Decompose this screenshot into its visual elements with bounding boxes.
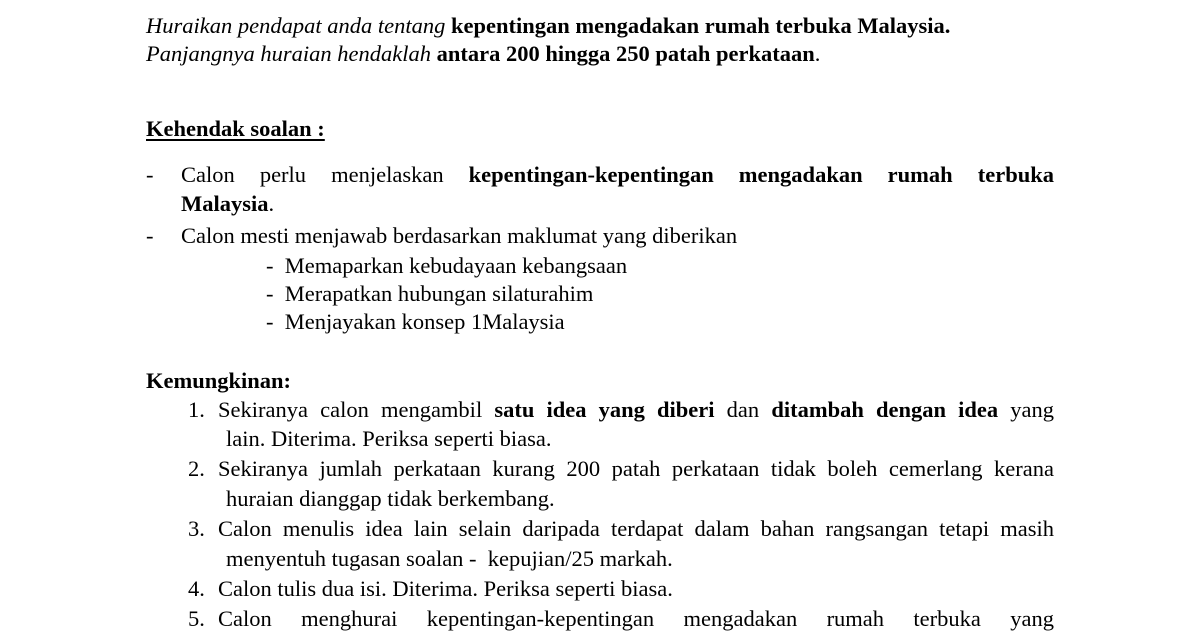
possibility-item-2: Sekiranya jumlah perkataan kurang 200 patah perkataan tidak boleh cemerlang kerana — [218, 456, 1054, 481]
bullet-marker: - — [146, 223, 154, 248]
sub-item: - Merapatkan hubungan silaturahim — [266, 281, 594, 306]
instruction-italic-1: Huraikan pendapat anda tentang — [146, 13, 446, 38]
requirement-item-1-cont: Malaysia. — [181, 191, 275, 216]
instruction-bold-2: antara 200 hingga 250 patah perkataan — [436, 41, 815, 66]
instruction-period: . — [814, 41, 821, 66]
instruction-line-2 — [146, 40, 820, 68]
requirement-item-1: Calon perlu menjelaskan kepentingan-kepentingan mengadakan rumah terbuka — [181, 162, 1055, 187]
possibility-item-3-cont: menyentuh tugasan soalan - kepujian/25 markah. — [226, 546, 673, 571]
possibility-item-1: Sekiranya calon mengambil satu idea yang diberi dan ditambah dengan idea yang — [218, 397, 1055, 422]
list-number: 2. — [188, 456, 205, 481]
list-number: 4. — [188, 576, 205, 601]
list-number: 5. — [188, 606, 205, 631]
instruction-line-1 — [146, 12, 950, 40]
list-number: 3. — [188, 516, 205, 541]
possibilities-heading: Kemungkinan: — [146, 368, 292, 393]
bullet-marker: - — [146, 162, 154, 187]
requirement-item-2: Calon mesti menjawab berdasarkan maklumat yang diberikan — [181, 223, 738, 248]
requirements-heading: Kehendak soalan : — [146, 116, 325, 141]
list-number: 1. — [188, 397, 205, 422]
instruction-italic-2: Panjangnya huraian hendaklah — [146, 41, 431, 66]
possibility-item-3: Calon menulis idea lain selain daripada terdapat dalam bahan rangsangan tetapi masih — [218, 516, 1054, 541]
possibility-item-2-cont: huraian dianggap tidak berkembang. — [226, 486, 555, 511]
sub-item: - Memaparkan kebudayaan kebangsaan — [266, 253, 628, 278]
instruction-bold-1: kepentingan mengadakan rumah terbuka Malaysia. — [450, 13, 951, 38]
possibility-item-1-cont: lain. Diterima. Periksa seperti biasa. — [226, 426, 552, 451]
possibility-item-5: Calon menghurai kepentingan-kepentingan mengadakan rumah terbuka yang — [218, 606, 1054, 631]
possibility-item-4: Calon tulis dua isi. Diterima. Periksa seperti biasa. — [218, 576, 673, 601]
sub-item: - Menjayakan konsep 1Malaysia — [266, 309, 565, 334]
